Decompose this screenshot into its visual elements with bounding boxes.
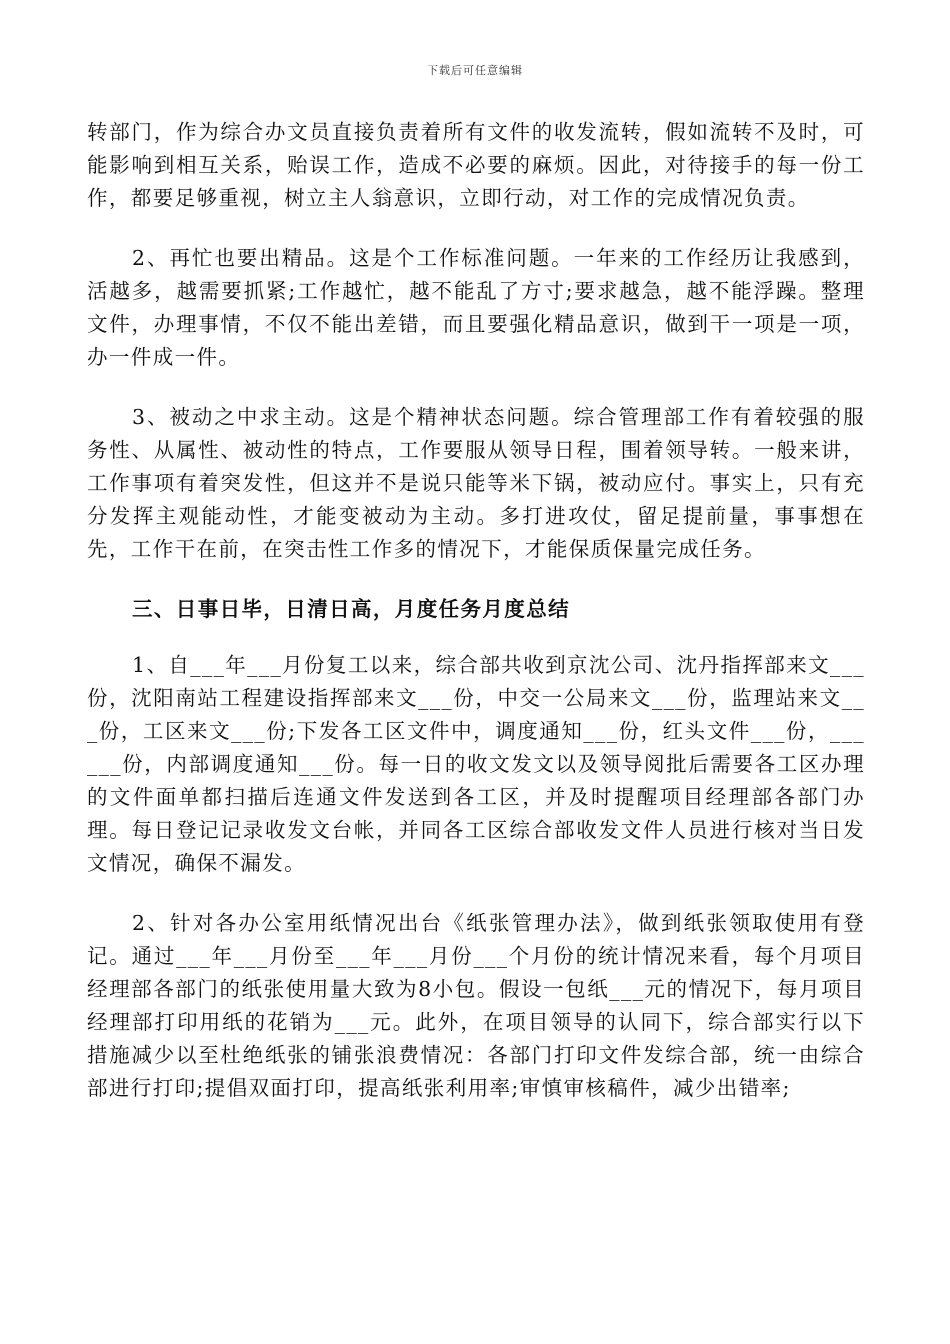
paragraph-section3-item-2: 2、针对各办公室用纸情况出台《纸张管理办法》，做到纸张领取使用有登记。通过___年___月份至___年___月份___个月份的统计情况来看，每个月项目经理部各部门的纸张使用量大致为8小包。假设一包纸___元的情况下，每月项目经理部打印用纸的花销为___元。此外，在项目领导的认同下，综合部实行以下措施减少以至杜绝纸张的铺张浪费情况：各部门打印文件发综合部，统一由综合部进行打印;提倡双面打印，提高纸张利用率;审慎审核稿件，减少出错率; — [87, 911, 865, 1100]
paragraph-item-2: 2、再忙也要出精品。这是个工作标准问题。一年来的工作经历让我感到，活越多，越需要抓紧;工作越忙，越不能乱了方寸;要求越急，越不能浮躁。整理文件，办理事情，不仅不能出差错，而且要强化精品意识，做到干一项是一项，办一件成一件。 — [87, 246, 865, 369]
paragraph-intro-continuation: 转部门，作为综合办文员直接负责着所有文件的收发流转，假如流转不及时，可能影响到相互关系，贻误工作，造成不必要的麻烦。因此，对待接手的每一份工作，都要足够重视，树立主人翁意识，立即行动，对工作的完成情况负责。 — [87, 120, 865, 210]
document-body — [87, 116, 865, 1132]
paragraph-item-3: 3、被动之中求主动。这是个精神状态问题。综合管理部工作有着较强的服务性、从属性、被动性的特点，工作要服从领导日程，围着领导转。一般来讲，工作事项有着突发性，但这并不是说只能等米下锅，被动应付。事实上，只有充分发挥主观能动性，才能变被动为主动。多打进攻仗，留足提前量，事事想在先，工作干在前，在突击性工作多的情况下，才能保质保量完成任务。 — [87, 405, 865, 561]
section-heading-3: 三、日事日毕，日清日高，月度任务月度总结 — [132, 597, 570, 621]
header-note: 下载后可任意编辑 — [427, 64, 523, 77]
paragraph-section3-item-1: 1、自___年___月份复工以来，综合部共收到京沈公司、沈丹指挥部来文___份，沈阳南站工程建设指挥部来文___份，中交一公局来文___份，监理站来文___份，工区来文___份;下发各工区文件中，调度通知___份，红头文件___份，______份，内部调度通知___份。每一日的收文发文以及领导阅批后需要各工区办理的文件面单都扫描后连通文件发送到各工区，并及时提醒项目经理部各部门办理。每日登记记录收发文台帐，并同各工区综合部收发文件人员进行核对当日发文情况，确保不漏发。 — [87, 653, 865, 875]
